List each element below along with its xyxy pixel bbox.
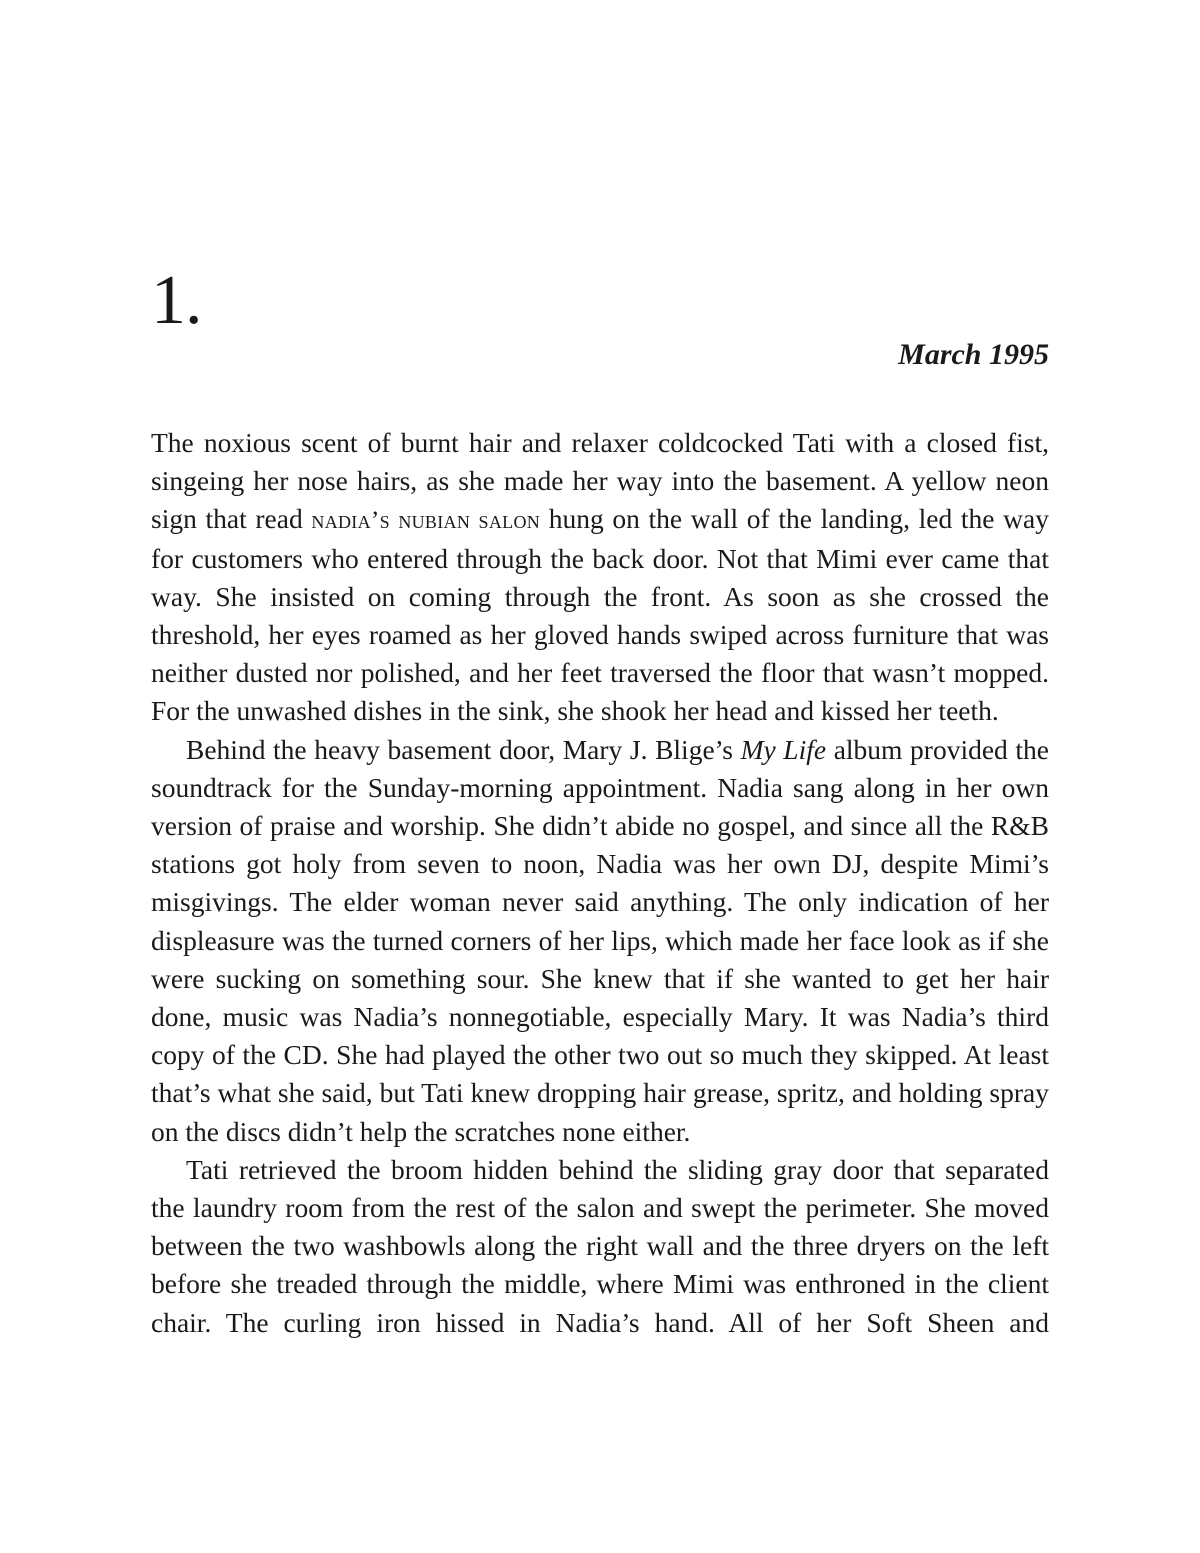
chapter-date: March 1995 xyxy=(898,338,1049,371)
album-title: My Life xyxy=(740,733,827,765)
paragraph-1-text-b: hung on the wall of the landing, led the way for customers who entered through the back door. Not that Mimi ever came that way. She insisted on coming through the front. As soon as she crossed the threshold, her eyes roamed as her gloved hands swiped across furniture that was neither dusted nor polished, and her feet traversed the floor that wasn’t mopped. For the unwashed dishes in the sink, she shook her head and kissed her teeth. xyxy=(151,503,1049,727)
paragraph-2 xyxy=(151,731,1049,1151)
chapter-body xyxy=(151,424,1049,1342)
paragraph-1-text-a: The noxious scent of burnt hair and relaxer coldcocked Tati with a closed fist, singeing her nose hairs, as she made her way into the basement. A yellow neon sign that read xyxy=(151,427,1049,535)
salon-sign-name: nadia’s nubian salon xyxy=(311,506,541,535)
chapter-number: 1. xyxy=(151,262,202,339)
paragraph-3: Tati retrieved the broom hidden behind the sliding gray door that separated the laundry room from the rest of the salon and swept the perimeter. She moved between the two washbowls along the right wall and the three dryers on the left before she treaded through the middle, where Mimi was enthroned in the client chair. The curling iron hissed in Nadia’s hand. All of her Soft Sheen and xyxy=(151,1153,1049,1338)
paragraph-2-text-a: Behind the heavy basement door, Mary J. Blige’s xyxy=(186,733,741,765)
paragraph-2-text-b: album provided the soundtrack for the Sunday-morning appointment. Nadia sang along in her own version of praise and worship. She didn’t abide no gospel, and since all the R&B stations got holy from seven to noon, Nadia was her own DJ, despite Mimi’s misgivings. The elder woman never said anything. The only indication of her displeasure was the turned corners of her lips, which made her face look as if she were sucking on something sour. She knew that if she wanted to get her hair done, music was Nadia’s nonnegotiable, especially Mary. It was Nadia’s third copy of the CD. She had played the other two out so much they skipped. At least that’s what she said, but Tati knew dropping hair grease, spritz, and holding spray on the discs didn’t help the scratches none either. xyxy=(151,733,1049,1147)
paragraph-1 xyxy=(151,424,1049,731)
book-page xyxy=(151,0,1049,1553)
